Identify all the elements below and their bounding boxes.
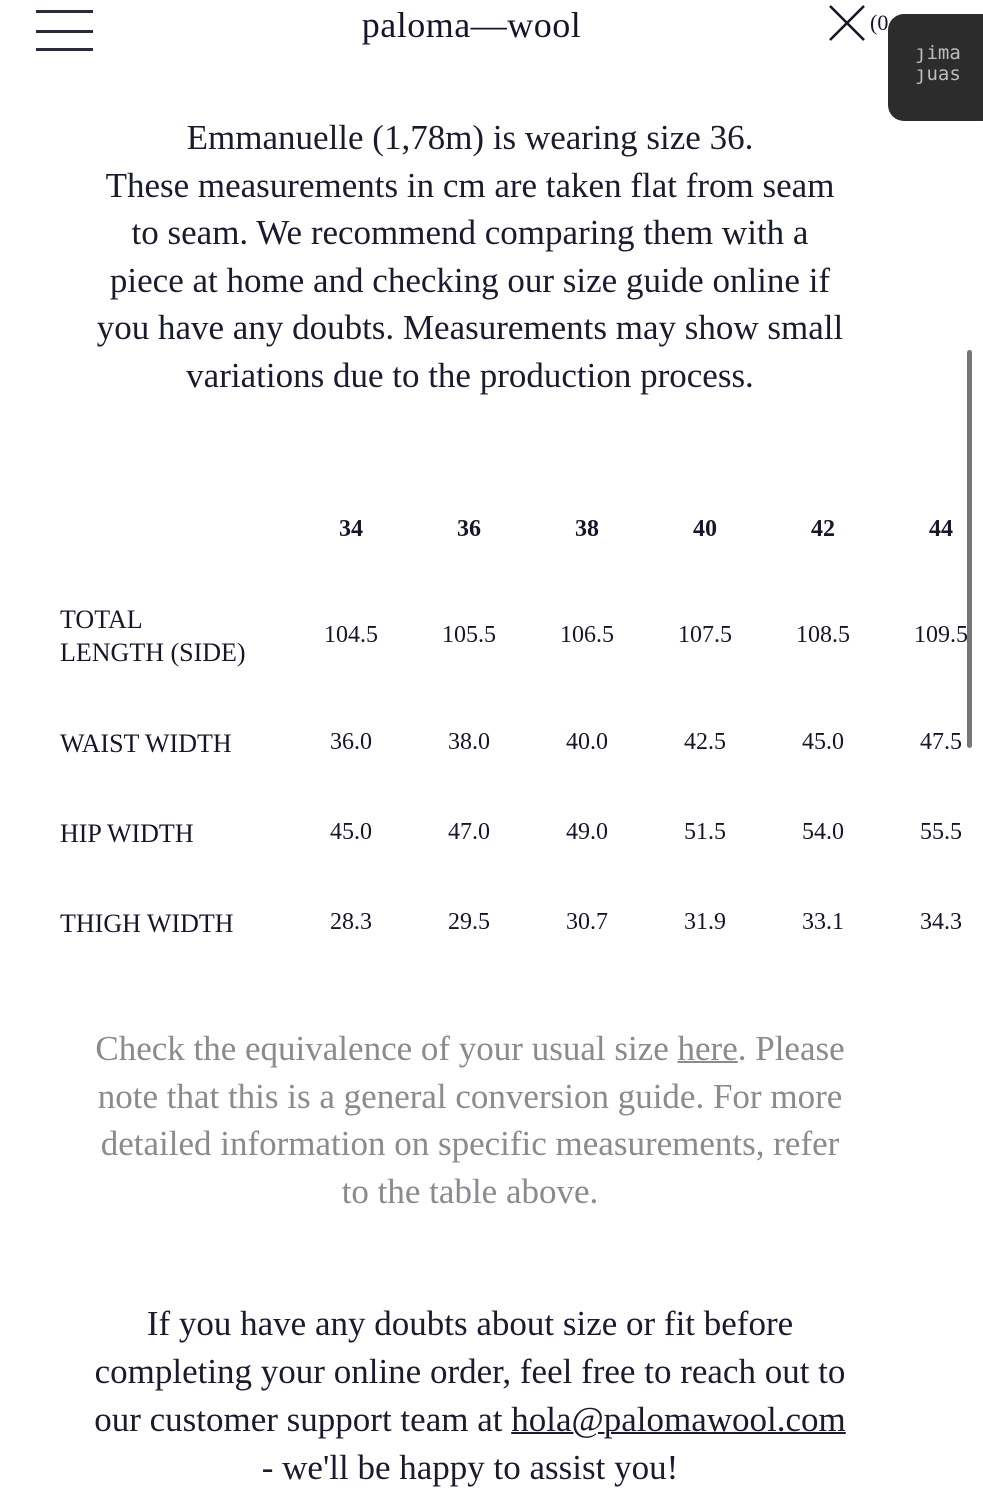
row-label-line: HIP WIDTH: [60, 819, 194, 848]
support-line: If you have any doubts about size or fit before: [146, 1304, 794, 1343]
table-cell: 107.5: [678, 622, 732, 648]
support-email-link[interactable]: hola@palomawool.com: [511, 1400, 846, 1439]
row-label-thigh-width: [60, 907, 234, 940]
row-label-line: THIGH WIDTH: [60, 909, 234, 938]
note-line: [40, 1025, 900, 1073]
size-header: 34: [339, 516, 363, 542]
table-cell: 47.0: [448, 819, 490, 845]
size-conversion-note: [40, 1025, 900, 1215]
table-cell: 106.5: [560, 622, 614, 648]
size-header: 44: [929, 516, 953, 542]
table-cell: 28.3: [330, 909, 372, 935]
row-label-line: WAIST WIDTH: [60, 729, 232, 758]
table-cell: 51.5: [684, 819, 726, 845]
support-text: our customer support team at: [94, 1400, 512, 1439]
menu-bar: [36, 48, 93, 51]
table-cell: 38.0: [448, 729, 490, 755]
note-line: to the table above.: [341, 1171, 599, 1211]
floating-overlay[interactable]: [888, 14, 983, 121]
table-cell: 29.5: [448, 909, 490, 935]
table-cell: 31.9: [684, 909, 726, 935]
table-cell: 42.5: [684, 729, 726, 755]
note-text: Check the equivalence of your usual size: [95, 1029, 678, 1068]
scrollbar[interactable]: [967, 350, 972, 748]
overlay-line: ȷima: [915, 42, 961, 64]
note-line: detailed information on specific measurements, refer: [100, 1124, 840, 1163]
intro-line: Emmanuelle (1,78m) is wearing size 36.: [186, 118, 754, 157]
overlay-line: ȷuas: [915, 63, 961, 85]
row-label-waist-width: [60, 727, 232, 760]
model-info-text: [50, 114, 890, 399]
table-cell: 45.0: [802, 729, 844, 755]
row-label-line: TOTAL: [60, 605, 143, 634]
customer-support-text: [40, 1300, 900, 1492]
support-line: completing your online order, feel free to reach out to: [94, 1352, 846, 1391]
table-cell: 55.5: [920, 819, 962, 845]
table-cell: 33.1: [802, 909, 844, 935]
table-cell: 45.0: [330, 819, 372, 845]
brand-logo[interactable]: paloma—wool: [361, 5, 582, 45]
table-cell: 105.5: [442, 622, 496, 648]
size-guide-link[interactable]: here: [677, 1029, 738, 1068]
row-label-total-length: [60, 603, 246, 669]
close-icon[interactable]: [826, 2, 868, 44]
table-cell: 40.0: [566, 729, 608, 755]
cart-count[interactable]: (0: [870, 10, 889, 35]
table-cell: 47.5: [920, 729, 962, 755]
intro-line: These measurements in cm are taken flat from seam: [105, 165, 835, 205]
note-text: . Please: [737, 1029, 845, 1068]
note-line: note that this is a general conversion guide. For more: [97, 1076, 843, 1116]
table-cell: 108.5: [796, 622, 850, 648]
row-label-hip-width: [60, 817, 194, 850]
table-cell: 109.5: [914, 622, 968, 648]
table-cell: 104.5: [324, 622, 378, 648]
table-cell: 34.3: [920, 909, 962, 935]
support-line: [40, 1396, 900, 1444]
intro-line: you have any doubts. Measurements may show small: [96, 308, 844, 347]
intro-line: piece at home and checking our size guide online if: [109, 260, 831, 300]
table-cell: 54.0: [802, 819, 844, 845]
size-header: 42: [811, 516, 835, 542]
table-cell: 49.0: [566, 819, 608, 845]
intro-line: variations due to the production process.: [186, 355, 754, 395]
support-line: - we'll be happy to assist you!: [261, 1448, 679, 1487]
intro-line: to seam. We recommend comparing them with a: [131, 213, 809, 252]
table-cell: 30.7: [566, 909, 608, 935]
table-cell: 36.0: [330, 729, 372, 755]
size-header: 38: [575, 516, 599, 542]
size-header: 36: [457, 516, 481, 542]
size-header: 40: [693, 516, 717, 542]
row-label-line: LENGTH (SIDE): [60, 638, 246, 667]
